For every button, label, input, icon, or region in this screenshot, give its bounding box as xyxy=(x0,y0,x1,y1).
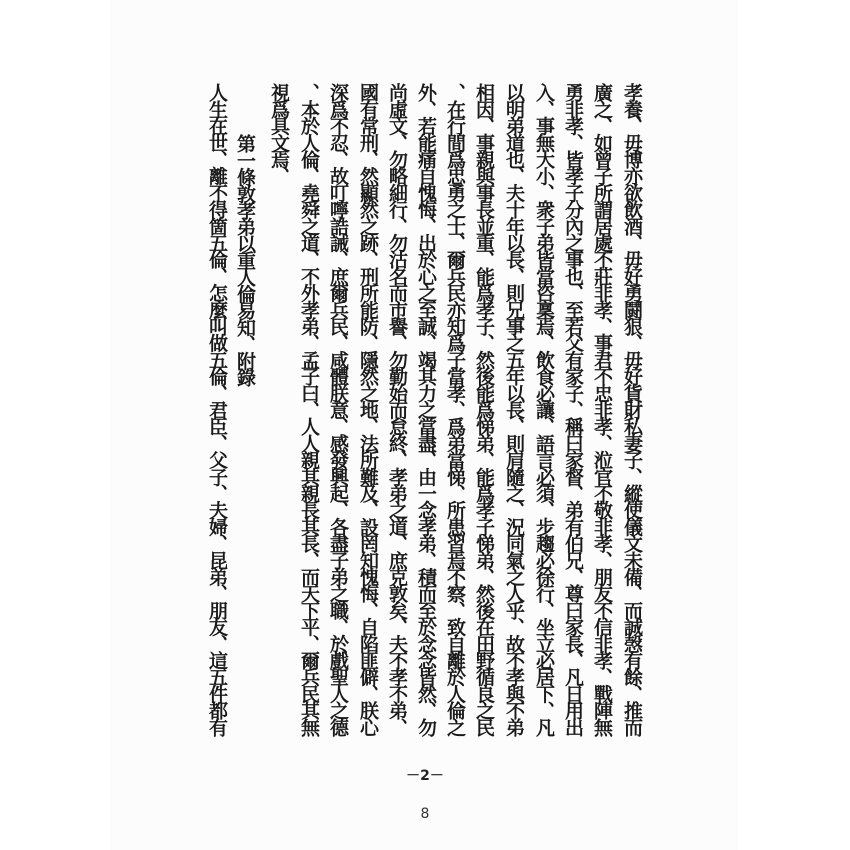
text-column-3: 勇非孝、皆孝子分內之事也、至若父有家子、稱曰家督、弟有伯兄、尊曰家長、凡日用出 xyxy=(562,83,584,735)
text-column-4: 入、事無大小、衆子弟皆當咨稟焉、飲食必讓、語言必須、步趨必徐行、坐立必居下、凡 xyxy=(533,83,555,735)
text-column-10: 國有常刑、然顯然之跡、刑所能防、隱然之地、法所難及、設罔知愧悔、自陷匪僻、朕心 xyxy=(357,83,379,735)
text-column-6: 相因、事親與事長並重、能爲孝子、然後能爲悌弟、能爲孝子悌弟、然後在田野循良之民 xyxy=(473,83,495,735)
text-column-after-heading: 人生在世、離不得箇五倫、怎麼叫做五倫、君臣、父子、夫婦、昆弟、朋友、這五件都有 xyxy=(206,83,228,735)
text-column-12: 、本於人倫、堯舜之道、不外孝弟、孟子曰、人人親其親長其長、而天下平、爾兵民其無 xyxy=(298,83,320,735)
text-column-8: 外、若能痛自愧悔、出於心之至誠、竭其力之當盡、由一念孝弟、積而至於念念皆然、勿 xyxy=(415,83,437,735)
page-number: 8 xyxy=(420,806,430,822)
text-column-7: 、在行間爲忠勇之士、爾兵民亦知爲子當孝、爲弟當悌、所患習焉不察、致自離於人倫之 xyxy=(444,83,466,735)
text-column-1: 孝養、毋博亦欲飲酒、毋好勇鬪狠、毋好貨財私妻子、縱使儀文未備、而誠愨有餘、推而 xyxy=(621,83,643,735)
folio-marker: －2－ xyxy=(406,768,444,784)
text-column-13: 視爲具文焉、 xyxy=(268,83,290,184)
text-column-5: 以明弟道也、夫十年以長、則兄事之五年以長、則肩隨之、況同氣之人乎、故不孝與不弟 xyxy=(503,83,525,735)
text-column-2: 廣之、如曾子所謂居處不莊非孝、事君不忠非孝、涖官不敬非孝、朋友不信非孝、戰陣無 xyxy=(591,83,613,735)
text-column-9: 尚虛文、勿略細行、勿沽名而市譽、勿勤始而怠終、孝弟之道、庶克敦矣、夫不孝不弟、 xyxy=(386,83,408,735)
text-column-11: 深爲不忍、故叮嚀誥誡、庶爾兵民、咸體朕意、感發興起、各盡子弟之職、於戲聖人之德 xyxy=(327,83,349,735)
section-heading: 第一條敦孝弟以重人倫易知、附錄 xyxy=(234,134,256,385)
